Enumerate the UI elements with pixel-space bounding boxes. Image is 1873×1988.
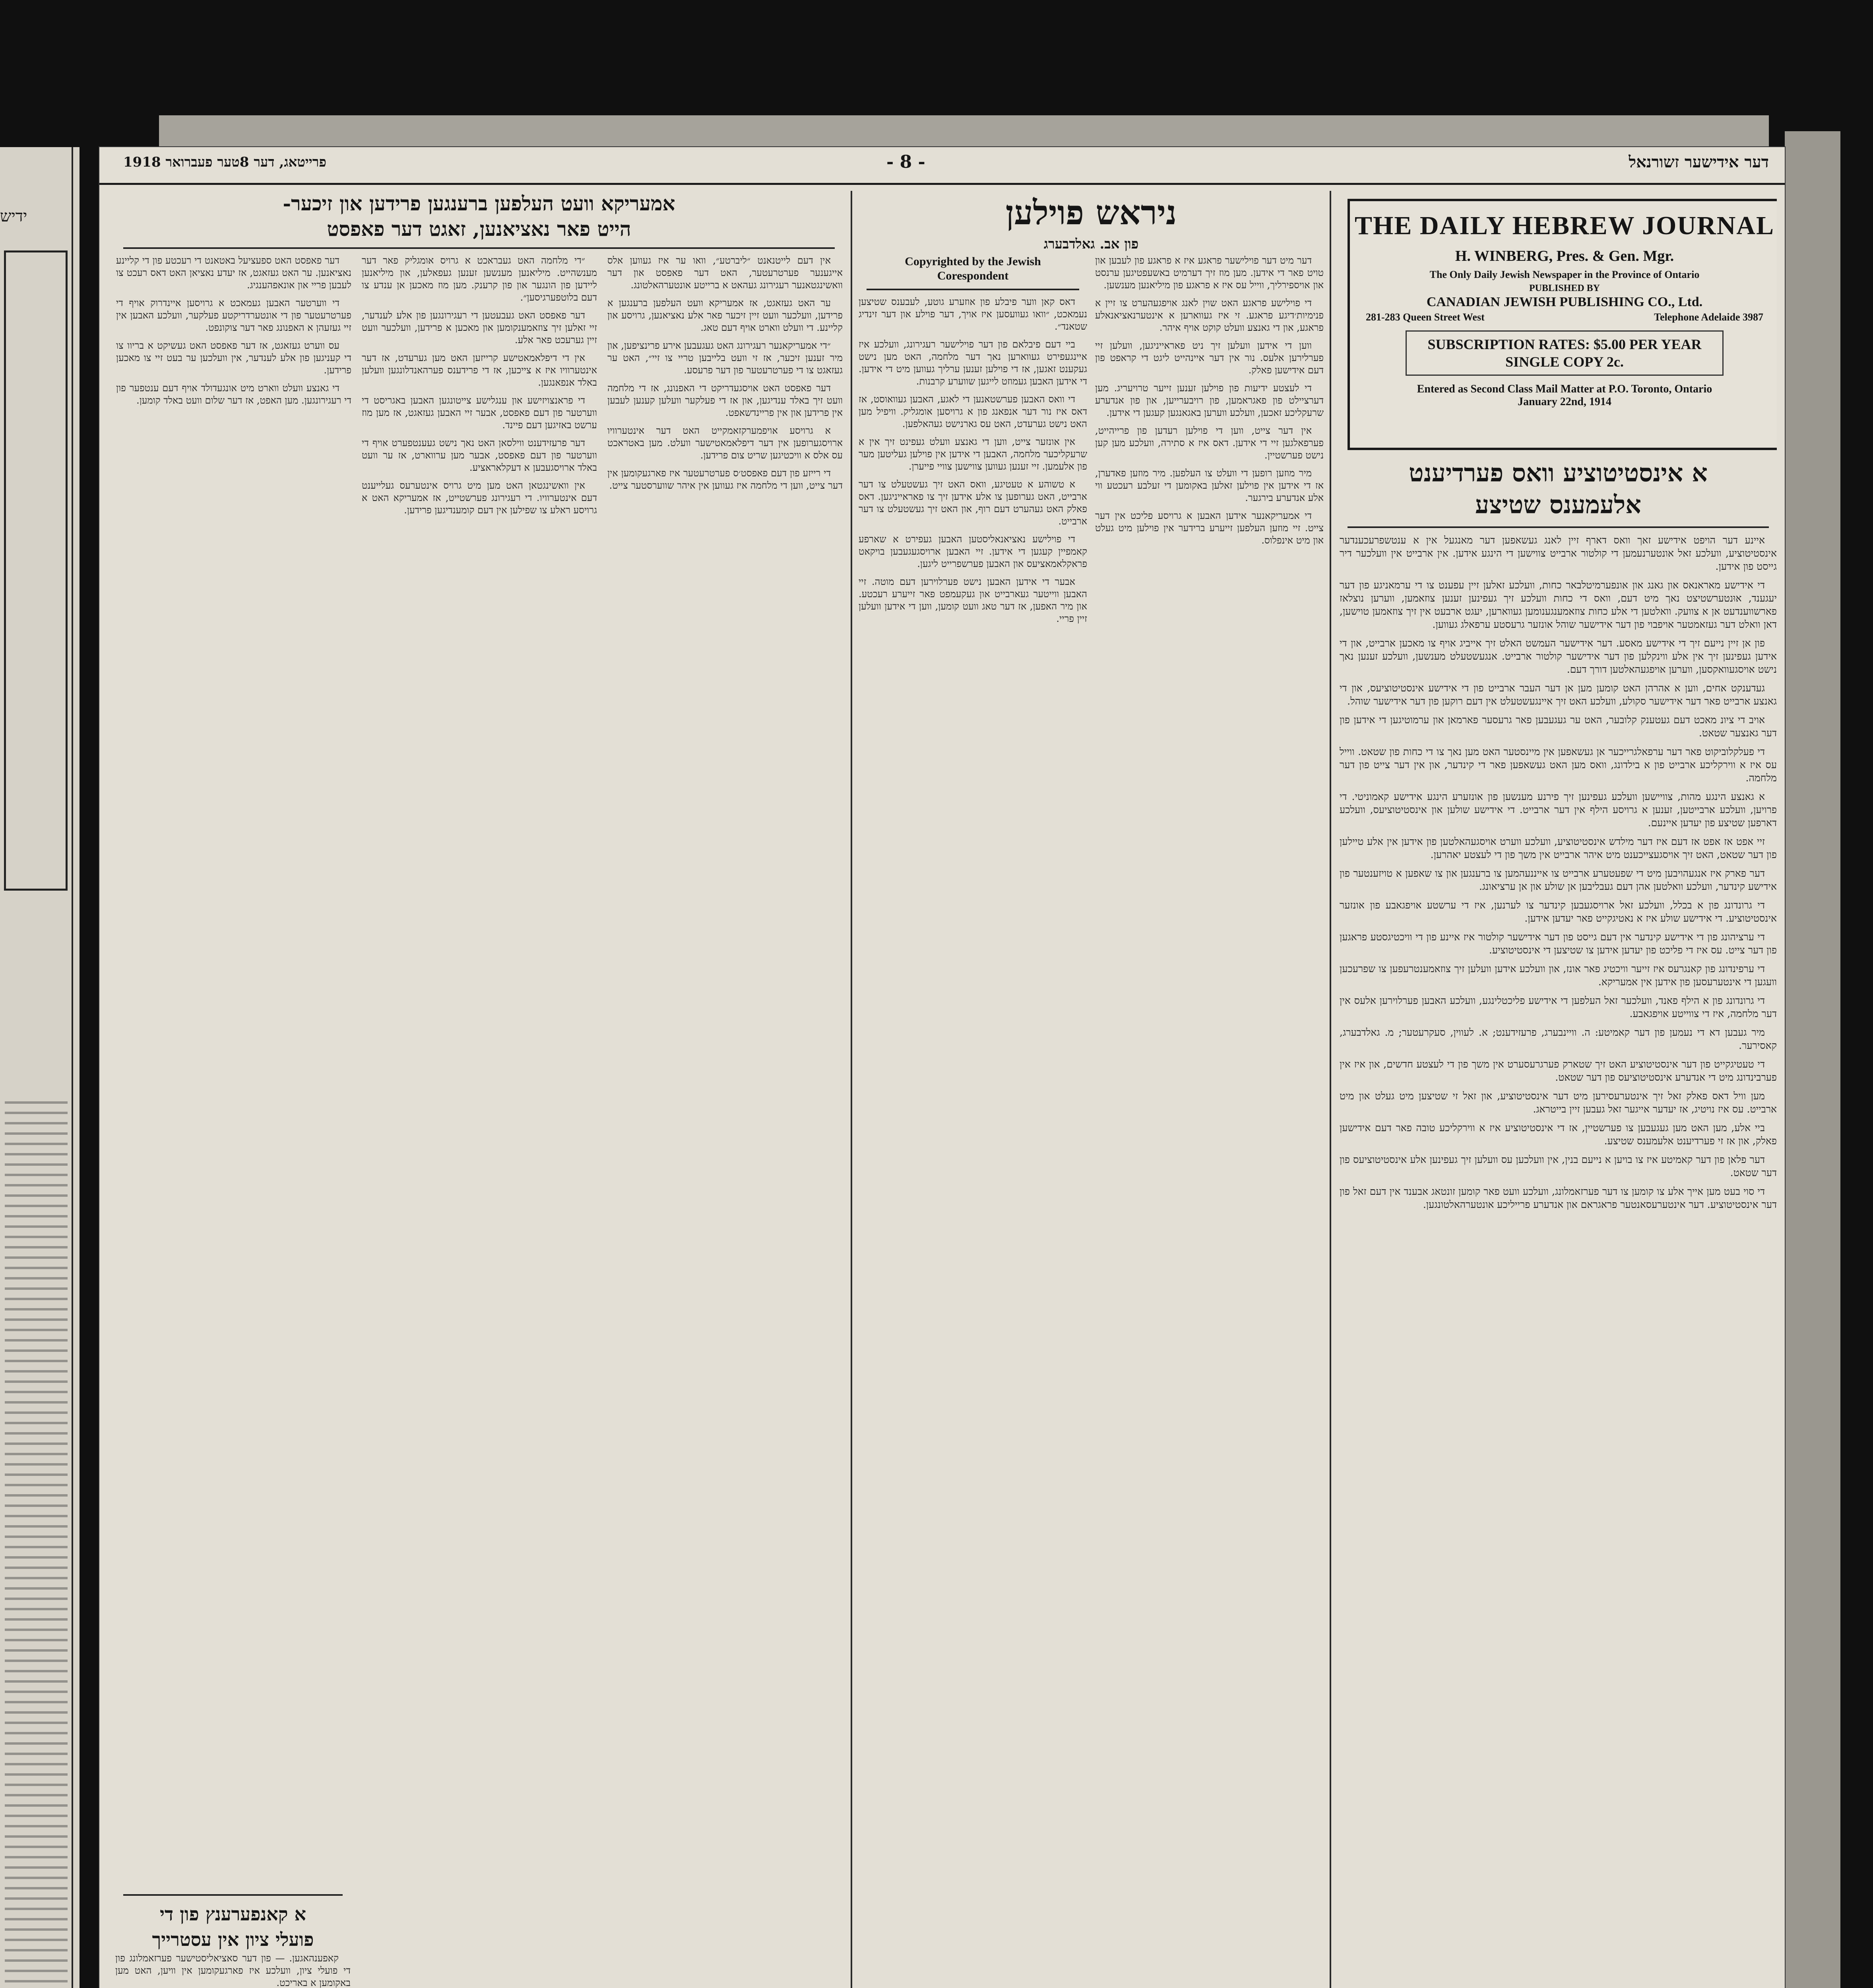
page-number: - 8 - (886, 152, 925, 172)
paragraph: מיר געבען דא די נעמען פון דער קאמיטע: ה. וויינבערג, פרעזידענט; א. לעווין, סעקרעטער; מ. גאלדבערג, קאסירער. (1340, 1027, 1777, 1051)
paragraph: דער מיט דער פוילישער פראגע איז א פראגע פון לעבען און טויט פאר די אידען. מען מוז זיך דערמיט באשעפטיגען ערנסט און אויספירליך, ווייל עס איז א פראגע פון מיליאנען מענשען. (1095, 255, 1324, 291)
entered-line-1: Entered as Second Class Mail Matter at P.O. Toronto, Ontario (1417, 383, 1712, 395)
paragraph: די פראנצויזישע און ענגלישע צייטונגען האבען באגריסט די ווערטער פון דעם פאפסט, אבער זיי האבען געזאגט, אז מען מוז ערשט באזיגען דעם פיינד. (362, 395, 597, 431)
paragraph: איינע דער הויפט אידישע זאך וואס דארף זיין לאנג געשאפען דער מאנגעל אין א ענטשפרעכענדער אינסטיטוציע, וועלכע זאל אונטערנעמען די קולטור ארבייט צווישען די הינגע אידען. אין ארבייט אין וועלכער דיר גייסט פון אידען. (1340, 534, 1777, 572)
paper-name: דער אידישער זשורנאל (1629, 153, 1769, 171)
small-article-body (115, 1952, 351, 1988)
credit-rule (867, 289, 1079, 290)
paragraph: די אמעריקאנער אידען האבען א גרויסע פליכט אין דער צייט. זיי מוזען העלפען זייערע ברידער אין פוילען מיט געלט און מיט אינפלוס. (1095, 510, 1324, 546)
right-article-headline-1: א אינסטיטוציע וואס פערדיענט (1409, 458, 1708, 487)
journal-info-box (1348, 199, 1777, 450)
paragraph: אבער די אידען האבען נישט פערלוירען דעם מוטה. זיי האבען ווייטער געארבייט און געקעמפט פאר זייערע רעכטע. און מיר האפען, אז דער טאג וועט קומען, ווען די אידען וועלען זיין פריי. (859, 576, 1088, 624)
paragraph: דער פרעזידענט ווילסאן האט נאך נישט געענטפערט אויף די ווערטער פון דעם פאפסט, אבער מען ערווארט, אז ער וועט באלד ארויסגעבען א דעקלאראציע. (362, 437, 597, 473)
paragraph: דער פארק איז אנגעהויבען מיט די שפעטערע ארבייט צו אייננעהמען צו ברענגען און צו שאפען א טויזענטער פון אידישע קינדער, וועלכע וואלטען אהן דעם געבליבען אן שולע און אן ערציאונג. (1340, 868, 1777, 892)
paragraph: ביי אלע, מען האט מען געגעבען צו פערשטיין, אז די אינסטיטוציע איז א ווירקליכע טובה פאר דעם אידישען פאלק, און אז זי פערדיענט אלעמענס שטיצע. (1340, 1122, 1777, 1147)
left-article-body-c (116, 254, 351, 407)
paragraph: די אידישע מאראנאס און גאנג און אונפערמיטלבאר כחות, וועלכע זאלען זיין עפענט צו די ערמאניגע פון דער יעגענד, אוּנטערשטיצט נאך מיט דעם, וואס די כחות וועלכע זיך געפינען זענען צוזאמען, ווערען נוצלאז פארשווענדעט אן א צוועק. וואלטען די אלע כחות צוזאמענגענומען געווארען, יעגט ארבעט אין זיך צוזאמען טוישען, דאן וואלט דער געזאמטער אויפבוי פון דער אידישער שוהל אונזער גרעסטע ערפאלג געווען. (1340, 579, 1777, 630)
paragraph: עס ווערט געזאגט, אז דער פאפסט האט געשיקט א בריוו צו די קעניגען פון אלע לענדער, אין וועלכען ער בעט זיי צו מאכען פרידען. (116, 340, 351, 376)
left-article-headline-1: אמעריקא וועט העלפען ברענגען פרידען און זיכער- (283, 192, 675, 215)
paragraph: מען וויל דאס פאלק זאל זיך אינטערעסירען מיט דער אינסטיטוציע, און זאל זי שטיצען מיט געלט און מיט ארבייט. עס איז נויטיג, אז יעדער אייגער זאל געבען זיין בייטראג. (1340, 1090, 1777, 1115)
rates-single: SINGLE COPY 2c. (1505, 354, 1624, 370)
paragraph: די וואס האבען פערשטאנען די לאגע, האבען געוואוסט, אז דאס איז נור דער אנפאנג פון א גרויסען אומגליק. וויפיל מען האט נישט גערעדט, האט עס גארנישט געהאלפען. (859, 394, 1087, 429)
journal-tagline: The Only Daily Jewish Newspaper in the Province of Ontario (1429, 269, 1700, 280)
paragraph: אין וואשינגטאן האט מען מיט גרויס אינטערעס געלייענט דעם אינטערוויו. די רעגירונג פערשטייט, אז אמעריקא האט א גרויסע ראלע צו שפילען אין דעם קומענדיגען פרידען. (362, 480, 597, 516)
center-article-byline: פון אב. גאלדבערג (1043, 236, 1139, 252)
left-article-headline-2: הייט פאר נאציאנען, זאגט דער פאפסט (327, 217, 631, 241)
left-article-body-b (362, 254, 597, 522)
paragraph: דער פאפסט האט ספעציעל באטאנט די רעכטע פון די קליינע נאציאנען. ער האט געזאגט, אז יעדע נאציאן האט דאס רעכט צו לעבען פריי און אונאפהענגיג. (116, 255, 351, 291)
paragraph: דער פלאן פון דער קאמיטע איז צו בויען א נייעם בנין, אין וועלכען עס וועלען זיך געפינען אלע אינסטיטוציעס פון דער שטאט. (1340, 1154, 1777, 1178)
paragraph: די פעלקלוביקוט פאר דער ערפאלגרייכער אן געשאפען אין מיינסטער האט מען נאך צו די כחות פון שטאט. ווייל עס איז א ווירקליכע ארבייט פון א בילדונג, וואס מען האט געשאפען פאר די קינדער, און אין דער צייט פון דער מלחמה. (1340, 746, 1777, 784)
paragraph: א טשוהע א טעטיגע, וואס האט זיך געשטעלט צו דער ארבייט, האט גערופען צו אלע אידען זיך צו פאראייניגען. דאס פאלק האט געהערט דעם רוף, און האט זיך געשטעלט צו דער ארבייט. (859, 479, 1087, 527)
paragraph: די לעצטע ידיעות פון פוילען זענען זייער טרויעריג. מען דערציילט פון פאגראמען, פון רויבערייען, און פון אנדערע שרעקליכע זאכען, וועלכע ווערען באגאנגען קעגען די אידען. (1095, 382, 1324, 418)
journal-published-by: PUBLISHED BY (1529, 283, 1600, 293)
paragraph: די גרונדונג פון א הילף פאנד, וועלכער זאל העלפען די אידישע פליכטלינגע, וועלכע האבען פערלוירען אלעס אין דער מלחמה, איז די צווייטע אויפגאבע. (1340, 995, 1777, 1019)
journal-address: 281-283 Queen Street West (1366, 311, 1485, 323)
subscription-rates (1406, 330, 1724, 376)
paragraph: זיי אפט אז אפט אז דעם איז דער מילדש אינסטיטוציע, וועלכע ווערט אויסגעהאלטען פון אידען אין אלע טיילען פון דער שטאט, האט זיך אויסגעצייכענט מיט איהר ארבייט אין משך פון די לעצטע יאהרען. (1340, 836, 1777, 860)
journal-telephone: Telephone Adelaide 3987 (1654, 311, 1763, 323)
center-article (859, 191, 1324, 1988)
page-top-strip (159, 115, 1769, 147)
paragraph: די פוילישע פראגע האט שוין לאנג אויפגעהערט צו זיין א פנימיות׳דיגע פראגע. זי איז געווארען א אינטערנאציאנאלע פראגע, און די גאנצע וועלט קוקט אויף איהר. (1095, 297, 1324, 333)
paragraph: דאס קאן ווער פיבלע פון אוזערע גוטע, לעבענס שטיצען נעמאכט, ״וואו געוועסען איז אויך, דער פוילע און דער זינדיג שטאנד״. (859, 296, 1087, 332)
adjacent-page-box (4, 250, 68, 891)
newspaper-page (99, 147, 1785, 1988)
page-masthead (99, 147, 1785, 185)
paragraph: ביי דעם פיבלאם פון דער פוילישער רעגירונג, וועלכע איז איינגעפירט געווארען נאך דער מלחמה, האט מען נישט געקענט זאגען, אז די פוילען זענען ערליך געווען מיט די אידען. די אידען האבען געמוזט לייגען שווערע קרבנות. (859, 339, 1087, 387)
right-article-headline-2: אלעמענס שטיצע (1475, 490, 1641, 519)
journal-manager: H. WINBERG, Pres. & Gen. Mgr. (1455, 248, 1674, 264)
right-article (1340, 457, 1777, 1988)
adjacent-page-text (5, 1101, 68, 1988)
journal-publisher: CANADIAN JEWISH PUBLISHING CO., Ltd. (1426, 295, 1703, 309)
adjacent-page-masthead: ידיש (0, 207, 27, 225)
journal-address-row (1366, 311, 1763, 323)
center-article-body-b (1095, 254, 1324, 547)
paragraph: אין די דיפלאמאטישע קרייזען האט מען גערעדט, אז דער אינטערוויו איז א צייכען, אז די פרידענס פערהאנדלונגען וועלען באלד אנפאנגען. (362, 352, 597, 388)
paragraph: די ערפינדונג פון קאנגרעס איז זייער וויכטיג פאר אונז, און וועלכע אידען וועלען זיך צוזאמענטרעפען צו שפרעכען וועגען די אינטערעסען פון אידען אין אמעריקא. (1340, 963, 1777, 988)
headline-rule (1348, 526, 1769, 528)
column-rule (851, 191, 852, 1988)
paragraph: ״די מלחמה האט געבראכט א גרויס אומגליק פאר דער מענשהייט. מיליאנען מענשען זענען געפאלען, און מיליאנען ליידען פון הונגער און פון קרענק. מען מוז מאכען אן ענדע צו דעם בלוטפערגיסען״. (362, 255, 597, 303)
paragraph: ווען די אידען וועלען זיך ניט פאראייניגען, וועלען זיי פערלירען אלעס. נור אין דער איינהייט ליגט די קראפט פון דעם אידישען פאלק. (1095, 340, 1324, 376)
left-article (115, 191, 843, 1988)
paragraph: די ערציהונג פון די אידישע קינדער אין דעם גייסט פון דער אידישער קולטור איז איינע פון די וויכטיגסטע פראגען פון דער צייט. עס איז די פליכט פון יעדען אידען צו שטיצען די אינסטיטוציע. (1340, 931, 1777, 956)
paragraph: דער פאפסט האט געבעטען די רעגירונגען פון אלע לענדער, זיי זאלען זיך צוזאמענקומען און מאכען א פרידען, וועלכער וועט זיין גערעכט פאר אלע. (362, 310, 597, 346)
center-article-body-a (859, 296, 1087, 625)
center-article-headline: ניראש פוילען (1005, 193, 1177, 232)
paragraph: אויב די ציונ מאכט דעם געטענק קלובער, האט ער געגעבען פאר גרעסער פארמאן און ערמוטיגען די אידען פון דער גאנצער שטאט. (1340, 714, 1777, 739)
paragraph: פון אן זיין נייעם זיך די אידישע מאסע. דער אידישער העמשט האלט זיך אייביג אויף צו מאכען ארבייט, און די אידען געפינען זיך אין אלע ווינקלען פון דער אידישער קולטור ארבייט. אנגעשטעלט מענשען, וועלכע זענען נאך נישט אויסגעוואקסען, ווערען אויפגעהאלטען דורך דעם. (1340, 637, 1777, 675)
paragraph: די גרונדונג פון א בכלל, וועלכע זאל ארויסגעבען קינדער צו לערנען, איז די ערשטע אויפגאבע פון אונזער אינסטיטוציע. די אידישע שולע איז א נאטיגקייט פאר יעדען אידען. (1340, 899, 1777, 924)
paragraph: געדענקט אחים, ווען א אהרהן האט קומען מען אן דער העבר ארבייט פון די אידישע אינסטיטוציעס, און די גאנצע ארבייט פאר דער אידישער סקולע, וועלכע האט זיך איינגעשטעלט אין דעם רוקען פון דער אידישער שוהל. (1340, 682, 1777, 707)
paragraph: די פוילישע נאציאנאליסטען האבען געפירט א שארפע קאמפיין קעגען די אידען. זיי האבען ארויסגעגעבען בויקאט פראקלאמאציעס און האבען פערשפרייט ליגען. (859, 534, 1087, 569)
credit-line-2: Corespondent (937, 269, 1009, 282)
paragraph: ער האט געזאגט, אז אמעריקא וועט העלפען ברענגען א פרידען, וועלכער וועט זיין זיכער פאר אלע נאציאנען, גרויסע און קליינע. די וועלט ווארט אויף דעם טאג. (607, 297, 843, 333)
paragraph: קאפענהאגען. — פון דער סאציאליסטישער פערזאמלונג פון די פועלי ציון, וועלכע איז פארגעקומען אין וויען, האט מען באקומען א באריכט. (115, 1953, 351, 1988)
paragraph: א גרויסע אויפמערקזאמקייט האט דער אינטערוויו ארויסגערופען אין דער דיפלאמאטישער וועלט. מען באטראכט עס אלס א וויכטיגען שריט צום פרידען. (607, 425, 843, 461)
small-article-rule (123, 1894, 343, 1896)
page-edge-shadow (1785, 131, 1840, 1988)
rates-yearly: SUBSCRIPTION RATES: $5.00 PER YEAR (1427, 336, 1702, 352)
small-article-headline-2: פועלי ציון אין עסטרייך (152, 1929, 314, 1950)
paragraph: די סוי בעט מען אייך אלע צו קומען צו דער פערזאמלונג, וועלכע וועט פאר קומען זונטאג אבענד אין דעם זאל פון דער אינסטיטוציע. דער אינטערעסאנטער פראגראם און אנדערע פרייליכע אונטערהאלטונגען. (1340, 1186, 1777, 1210)
paragraph: א גאנצע הינגע מהות, צוויישען וועלכע געפינען זיך פירנע מענשען פון אונזערע הינגע אידישע קאמוניטי. די פרויען, וועלכע ארבייטען, זענען א גרויסע הילף אין דער ארבייט. די אידישע שולען און אינסטיטוציעס, וועלכע דארפען שטיצע פון יעדען איינעם. (1340, 791, 1777, 829)
paragraph: די גאנצע וועלט ווארט מיט אונגעדולד אויף דעם ענטפער פון די רעגירונגען. מען האפט, אז דער שלום וועט באלד קומען. (116, 382, 351, 406)
credit-line-1: Copyrighted by the Jewish (905, 255, 1041, 268)
left-small-article (115, 1889, 351, 1988)
journal-title: THE DAILY HEBREW JOURNAL (1355, 211, 1774, 240)
adjacent-page-sliver (0, 147, 79, 1988)
column-rule (1330, 191, 1331, 1988)
paragraph: אין דעם לייטנאנט ״ליברטע״, וואו ער איז געווען אלס אייגענער פערטרעטער, האט דער פאפסט און דער וואשינגטאנער רעגירונג געהאט א ברייטע אונטערהאלטונג. (607, 255, 843, 291)
left-article-body-a (607, 254, 843, 522)
paragraph: אין דער צייט, ווען די פוילען רעדען פון פרייהייט, פערפאלגען זיי די אידען. דאס איז א סתירה, וועלכע מען קען נישט פערשטיין. (1095, 425, 1324, 461)
paragraph: אין אונזער צייט, ווען די גאנצע וועלט געפינט זיך אין א שרעקליכער מלחמה, האבען די אידען אין פוילען געליטען מער פון אלעמען. זיי זענען געווען צווישען צוויי פייערן. (859, 436, 1087, 472)
paragraph: די ווערטער האבען געמאכט א גרויסען איינדרוק אויף די פערטרעטער פון די אונטערדריקטע פעלקער, וועלכע האבען אין זיי געזעהן א האפנונג פאר דער צוקונפט. (116, 297, 351, 333)
paragraph: די טעטיגקייט פון דער אינסטיטוציע האט זיך שטארק פערגרעסערט אין משך פון די לעצטע חדשים, און איז אין פערבינדונג מיט די אנדערע אינסטיטוציעס פון דער שטאט. (1340, 1058, 1777, 1083)
paragraph: דער פאפסט האט אויסגעדריקט די האפנונג, אז די מלחמה וועט זיך באלד ענדיגען, און אז די פעלקער וועלען קענען לעבען אין פרידען און אין פריינדשאפט. (607, 382, 843, 418)
paragraph: מיר מוזען רופען די וועלט צו העלפען. מיר מוזען פאדערן, אז די אידען אין פוילען זאלען באקומען די זעלבע רעכטע ווי אלע אנדערע בירגער. (1095, 468, 1324, 503)
small-article-headline-1: א קאנפערענץ פון די (160, 1903, 306, 1925)
right-article-body (1340, 534, 1777, 1211)
paragraph: ״די אמעריקאנער רעגירונג האט געגעבען אירע פרינציפען, און מיר זענען זיכער, אז זי וועט בלייבען טריי צו זיי״, האט ער געזאגט צו די פערטרעטער פון דער פרעסע. (607, 340, 843, 376)
paragraph: די רייזע פון דעם פאפסט׳ס פערטרעטער איז פארגעקומען אין דער צייט, ווען די מלחמה איז געווען אין איהר שווערסטער צייט. (607, 468, 843, 491)
issue-date: פרייטאג, דער 8טער פעברואר 1918 (123, 154, 326, 170)
left-headline-rule (123, 247, 835, 249)
adjacent-page-rule (72, 147, 73, 1988)
entered-line-2: January 22nd, 1914 (1518, 396, 1611, 408)
